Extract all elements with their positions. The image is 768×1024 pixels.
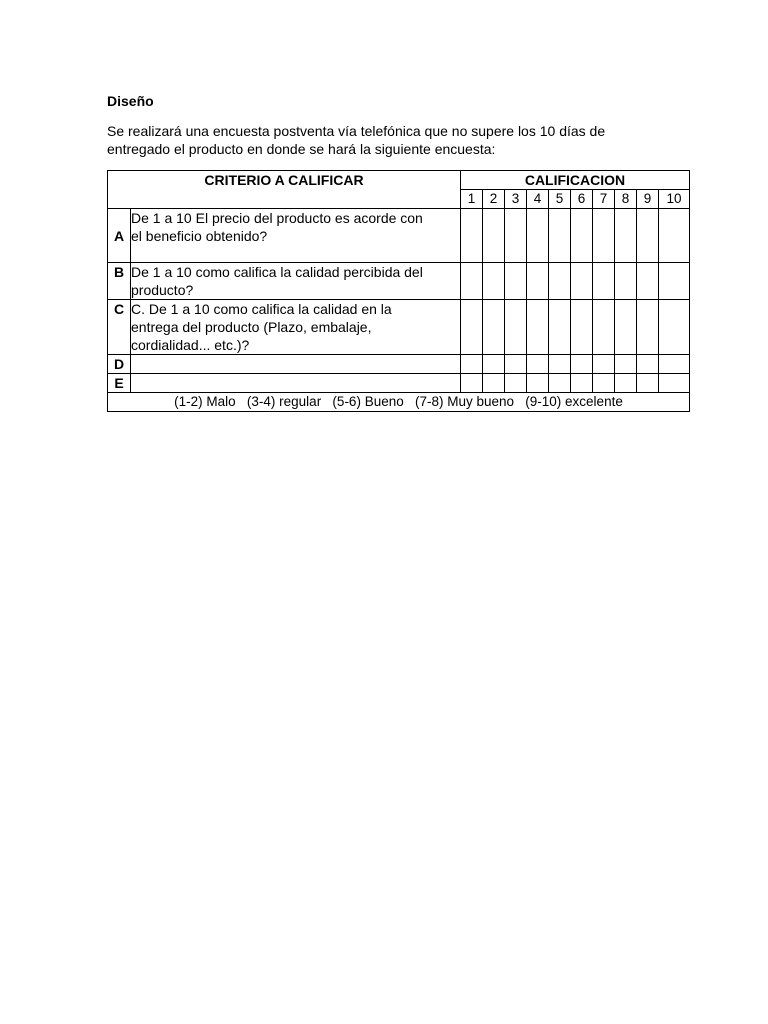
criterion-text[interactable] <box>131 355 461 374</box>
score-cell[interactable] <box>659 374 690 393</box>
score-header: 10 <box>659 190 690 209</box>
score-cell[interactable] <box>461 263 483 300</box>
score-cell[interactable] <box>461 374 483 393</box>
criterion-text <box>131 263 461 300</box>
score-cell[interactable] <box>571 263 593 300</box>
score-cell[interactable] <box>549 209 571 263</box>
score-cell[interactable] <box>483 209 505 263</box>
score-cell[interactable] <box>637 300 659 355</box>
table-row <box>108 263 690 300</box>
score-header: 5 <box>549 190 571 209</box>
score-cell[interactable] <box>527 263 549 300</box>
table-row <box>108 300 690 355</box>
criterion-text[interactable] <box>131 374 461 393</box>
score-cell[interactable] <box>615 355 637 374</box>
score-header: 8 <box>615 190 637 209</box>
row-letter: A <box>108 209 131 263</box>
row-letter: B <box>108 263 131 300</box>
criterion-line: cordialidad... etc.)? <box>131 337 250 353</box>
score-cell[interactable] <box>659 355 690 374</box>
score-cell[interactable] <box>615 209 637 263</box>
score-cell[interactable] <box>483 374 505 393</box>
criterion-line: De 1 a 10 El precio del producto es acorde con <box>131 210 423 226</box>
header-row <box>108 171 690 190</box>
score-cell[interactable] <box>615 300 637 355</box>
criterion-line: C. De 1 a 10 como califica la calidad en la <box>131 301 392 317</box>
score-cell[interactable] <box>571 300 593 355</box>
criterion-text <box>131 300 461 355</box>
score-cell[interactable] <box>593 263 615 300</box>
score-cell[interactable] <box>571 374 593 393</box>
score-cell[interactable] <box>461 209 483 263</box>
criterion-line: De 1 a 10 como califica la calidad percibida del <box>131 264 423 280</box>
score-cell[interactable] <box>527 209 549 263</box>
section-heading: Diseño <box>107 93 154 109</box>
intro-line: entregado el producto en donde se hará la siguiente encuesta: <box>107 141 496 157</box>
score-cell[interactable] <box>549 300 571 355</box>
score-cell[interactable] <box>637 374 659 393</box>
criterion-line: entrega del producto (Plazo, embalaje, <box>131 319 372 335</box>
score-cell[interactable] <box>637 263 659 300</box>
score-header: 9 <box>637 190 659 209</box>
score-cell[interactable] <box>461 355 483 374</box>
score-header: 4 <box>527 190 549 209</box>
score-cell[interactable] <box>593 374 615 393</box>
score-cell[interactable] <box>637 355 659 374</box>
score-header: 1 <box>461 190 483 209</box>
criterion-line: producto? <box>131 282 194 298</box>
score-cell[interactable] <box>593 355 615 374</box>
table-row <box>108 374 690 393</box>
score-cell[interactable] <box>571 355 593 374</box>
intro-line: Se realizará una encuesta postventa vía telefónica que no supere los 10 días de <box>107 123 606 139</box>
score-cell[interactable] <box>615 374 637 393</box>
score-cell[interactable] <box>571 209 593 263</box>
score-cell[interactable] <box>527 355 549 374</box>
score-cell[interactable] <box>505 355 527 374</box>
rating-legend <box>108 393 690 412</box>
score-header: 6 <box>571 190 593 209</box>
score-cell[interactable] <box>549 355 571 374</box>
row-letter: E <box>108 374 131 393</box>
score-cell[interactable] <box>593 209 615 263</box>
score-cell[interactable] <box>549 263 571 300</box>
score-cell[interactable] <box>659 209 690 263</box>
intro-paragraph <box>107 122 605 158</box>
criterion-line: el beneficio obtenido? <box>131 228 268 244</box>
rating-header: CALIFICACION <box>461 171 690 190</box>
score-cell[interactable] <box>637 209 659 263</box>
table-row <box>108 209 690 263</box>
score-header: 2 <box>483 190 505 209</box>
score-cell[interactable] <box>505 263 527 300</box>
score-cell[interactable] <box>505 300 527 355</box>
score-cell[interactable] <box>549 374 571 393</box>
score-cell[interactable] <box>505 209 527 263</box>
score-cell[interactable] <box>659 300 690 355</box>
score-cell[interactable] <box>615 263 637 300</box>
score-cell[interactable] <box>593 300 615 355</box>
criteria-header: CRITERIO A CALIFICAR <box>108 171 461 209</box>
score-cell[interactable] <box>527 374 549 393</box>
score-header: 3 <box>505 190 527 209</box>
survey-table <box>107 170 690 412</box>
score-cell[interactable] <box>483 355 505 374</box>
row-letter: D <box>108 355 131 374</box>
table-row <box>108 355 690 374</box>
score-cell[interactable] <box>461 300 483 355</box>
score-cell[interactable] <box>659 263 690 300</box>
score-cell[interactable] <box>483 263 505 300</box>
score-cell[interactable] <box>483 300 505 355</box>
legend-row <box>108 393 690 412</box>
score-header: 7 <box>593 190 615 209</box>
score-cell[interactable] <box>527 300 549 355</box>
score-cell[interactable] <box>505 374 527 393</box>
rating-legend-text: (1-2) Malo (3-4) regular (5-6) Bueno (7-8) Muy bueno (9-10) excelente <box>174 394 623 409</box>
row-letter: C <box>108 300 131 355</box>
criterion-text <box>131 209 461 263</box>
